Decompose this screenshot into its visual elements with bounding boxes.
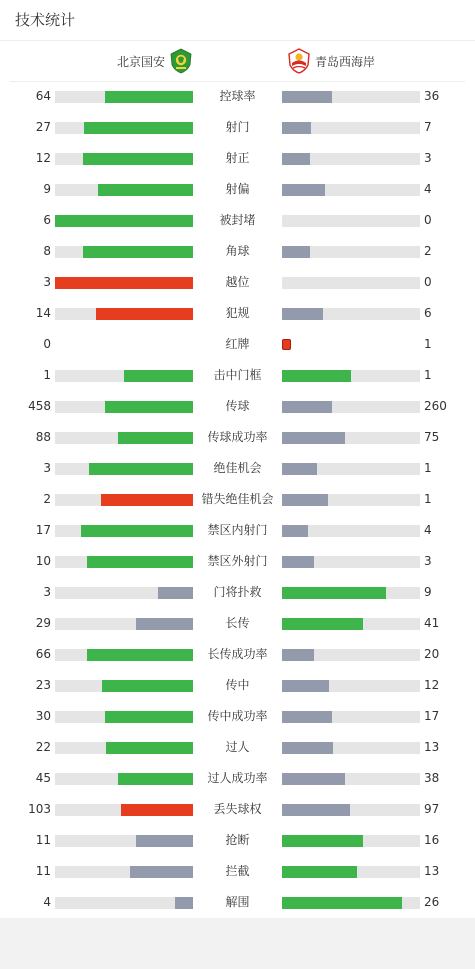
home-stat-value: 17 bbox=[35, 523, 51, 537]
away-stat-bar bbox=[282, 277, 420, 289]
home-stat-bar-fill bbox=[87, 556, 193, 568]
stat-label: 错失绝佳机会 bbox=[201, 492, 274, 506]
home-stat-bar-fill bbox=[84, 122, 193, 134]
stat-label: 犯规 bbox=[225, 306, 250, 320]
away-stat-bar bbox=[282, 122, 420, 134]
away-team-name: 青岛西海岸 bbox=[315, 54, 376, 69]
stat-label: 传中成功率 bbox=[207, 709, 268, 723]
stat-row bbox=[0, 267, 475, 298]
away-stat-value: 9 bbox=[424, 585, 432, 599]
away-stat-value: 6 bbox=[424, 306, 432, 320]
away-stat-bar bbox=[282, 525, 420, 537]
stat-row bbox=[0, 825, 475, 856]
away-stat-bar-fill bbox=[282, 618, 363, 630]
home-stat-bar bbox=[55, 184, 193, 196]
home-stat-value: 4 bbox=[43, 895, 51, 909]
away-stat-bar-fill bbox=[282, 122, 311, 134]
home-stat-bar bbox=[55, 680, 193, 692]
home-stat-bar-fill bbox=[55, 215, 193, 227]
home-stat-bar-fill bbox=[136, 835, 193, 847]
away-stat-value: 1 bbox=[424, 461, 432, 475]
home-stat-value: 9 bbox=[43, 182, 51, 196]
home-stat-value: 27 bbox=[35, 120, 51, 134]
home-stat-bar-fill bbox=[101, 494, 193, 506]
home-stat-bar-fill bbox=[55, 277, 193, 289]
home-stat-bar-fill bbox=[102, 680, 193, 692]
home-stat-value: 88 bbox=[35, 430, 51, 444]
home-stat-bar bbox=[55, 370, 193, 382]
home-stat-bar bbox=[55, 401, 193, 413]
home-stat-value: 11 bbox=[35, 833, 51, 847]
away-stat-bar bbox=[282, 184, 420, 196]
home-stat-bar-fill bbox=[118, 773, 193, 785]
stat-row bbox=[0, 81, 475, 112]
away-stat-bar bbox=[282, 153, 420, 165]
away-stat-bar-fill bbox=[282, 308, 323, 320]
home-stat-bar bbox=[55, 525, 193, 537]
home-stat-value: 23 bbox=[35, 678, 51, 692]
home-stat-bar bbox=[55, 432, 193, 444]
page-title: 技术统计 bbox=[15, 11, 76, 29]
stat-label: 禁区外射门 bbox=[207, 554, 268, 568]
away-stat-bar bbox=[282, 401, 420, 413]
home-stat-value: 12 bbox=[35, 151, 51, 165]
stat-label: 传球 bbox=[225, 399, 250, 413]
away-stat-bar-fill bbox=[282, 556, 314, 568]
away-stat-value: 13 bbox=[424, 740, 440, 754]
stat-row bbox=[0, 701, 475, 732]
home-stat-bar bbox=[55, 463, 193, 475]
home-stat-bar bbox=[55, 494, 193, 506]
stat-label: 抢断 bbox=[225, 833, 250, 847]
home-team[interactable] bbox=[117, 41, 193, 81]
away-stat-bar-fill bbox=[282, 680, 329, 692]
away-stat-bar bbox=[282, 587, 420, 599]
stat-label: 长传 bbox=[225, 616, 250, 630]
away-stat-value: 36 bbox=[424, 89, 440, 103]
away-stat-bar-fill bbox=[282, 773, 345, 785]
stat-row bbox=[0, 391, 475, 422]
stat-label: 过人成功率 bbox=[207, 771, 268, 785]
home-stat-value: 1 bbox=[43, 368, 51, 382]
home-stat-bar-fill bbox=[105, 91, 193, 103]
stat-label: 角球 bbox=[225, 244, 250, 258]
stat-row bbox=[0, 670, 475, 701]
away-stat-value: 260 bbox=[424, 399, 447, 413]
away-team[interactable] bbox=[287, 41, 375, 81]
away-stat-bar bbox=[282, 246, 420, 258]
away-team-crest-icon bbox=[287, 48, 311, 74]
stat-row bbox=[0, 763, 475, 794]
stat-label: 传中 bbox=[225, 678, 250, 692]
stat-row bbox=[0, 422, 475, 453]
home-stat-bar bbox=[55, 277, 193, 289]
away-stat-bar-fill bbox=[282, 246, 310, 258]
away-stat-value: 13 bbox=[424, 864, 440, 878]
stat-row bbox=[0, 484, 475, 515]
away-stat-value: 3 bbox=[424, 151, 432, 165]
away-stat-bar-fill bbox=[282, 804, 350, 816]
away-stat-bar bbox=[282, 618, 420, 630]
home-stat-value: 0 bbox=[43, 337, 51, 351]
away-stat-bar bbox=[282, 556, 420, 568]
away-stat-bar bbox=[282, 91, 420, 103]
home-stat-value: 3 bbox=[43, 461, 51, 475]
stat-row bbox=[0, 453, 475, 484]
stat-label: 被封堵 bbox=[219, 213, 256, 227]
home-stat-value: 29 bbox=[35, 616, 51, 630]
stat-row bbox=[0, 639, 475, 670]
stat-row bbox=[0, 515, 475, 546]
home-stat-bar-fill bbox=[81, 525, 193, 537]
home-stat-bar bbox=[55, 556, 193, 568]
home-stat-bar-fill bbox=[158, 587, 193, 599]
home-stat-bar bbox=[55, 711, 193, 723]
home-stat-bar-fill bbox=[105, 711, 193, 723]
home-stat-bar-fill bbox=[130, 866, 193, 878]
away-stat-bar bbox=[282, 897, 420, 909]
stat-row bbox=[0, 887, 475, 918]
home-stat-value: 458 bbox=[28, 399, 51, 413]
away-stat-bar-fill bbox=[282, 184, 325, 196]
stat-label: 禁区内射门 bbox=[207, 523, 268, 537]
away-stat-value: 41 bbox=[424, 616, 440, 630]
away-stat-bar bbox=[282, 835, 420, 847]
away-stat-bar bbox=[282, 866, 420, 878]
away-stat-bar-fill bbox=[282, 525, 308, 537]
away-stat-value: 1 bbox=[424, 368, 432, 382]
away-stat-value: 0 bbox=[424, 275, 432, 289]
away-stat-value: 1 bbox=[424, 337, 432, 351]
home-stat-bar bbox=[55, 308, 193, 320]
stat-row bbox=[0, 794, 475, 825]
home-stat-value: 10 bbox=[35, 554, 51, 568]
stat-row bbox=[0, 298, 475, 329]
away-stat-bar-fill bbox=[282, 370, 351, 382]
away-stat-bar-fill bbox=[282, 742, 333, 754]
home-stat-bar-fill bbox=[83, 153, 193, 165]
away-stat-bar bbox=[282, 711, 420, 723]
away-stat-bar bbox=[282, 494, 420, 506]
home-stat-bar bbox=[55, 742, 193, 754]
away-stat-bar-fill bbox=[282, 494, 328, 506]
home-stat-bar-fill bbox=[106, 742, 193, 754]
home-stat-value: 14 bbox=[35, 306, 51, 320]
away-stat-bar bbox=[282, 804, 420, 816]
home-stat-value: 8 bbox=[43, 244, 51, 258]
away-stat-value: 26 bbox=[424, 895, 440, 909]
home-stat-value: 45 bbox=[35, 771, 51, 785]
away-stat-bar bbox=[282, 773, 420, 785]
home-stat-bar bbox=[55, 618, 193, 630]
home-stat-bar-fill bbox=[98, 184, 193, 196]
away-stat-bar-fill bbox=[282, 153, 310, 165]
red-card-icon bbox=[282, 339, 291, 350]
away-stat-value: 97 bbox=[424, 802, 440, 816]
stat-label: 绝佳机会 bbox=[213, 461, 262, 475]
stat-label: 门将扑救 bbox=[213, 585, 262, 599]
away-stat-bar bbox=[282, 370, 420, 382]
home-stat-bar-fill bbox=[89, 463, 193, 475]
home-stat-bar bbox=[55, 835, 193, 847]
home-stat-bar-fill bbox=[118, 432, 193, 444]
away-stat-bar bbox=[282, 463, 420, 475]
stat-label: 控球率 bbox=[219, 89, 256, 103]
home-stat-bar-fill bbox=[87, 649, 193, 661]
home-stat-bar bbox=[55, 246, 193, 258]
stat-label: 过人 bbox=[225, 740, 250, 754]
stat-label: 传球成功率 bbox=[207, 430, 268, 444]
stat-row bbox=[0, 608, 475, 639]
home-stat-value: 22 bbox=[35, 740, 51, 754]
stat-row bbox=[0, 856, 475, 887]
home-stat-bar bbox=[55, 215, 193, 227]
away-stat-bar bbox=[282, 215, 420, 227]
stat-label: 越位 bbox=[225, 275, 250, 289]
away-stat-value: 2 bbox=[424, 244, 432, 258]
away-stat-value: 12 bbox=[424, 678, 440, 692]
home-stat-bar bbox=[55, 587, 193, 599]
stat-row bbox=[0, 236, 475, 267]
stat-label: 丢失球权 bbox=[213, 802, 262, 816]
home-team-crest-icon bbox=[169, 48, 193, 74]
stat-row bbox=[0, 732, 475, 763]
home-stat-bar bbox=[55, 804, 193, 816]
home-stat-bar-fill bbox=[175, 897, 193, 909]
away-stat-bar-fill bbox=[282, 587, 386, 599]
stat-label: 射正 bbox=[225, 151, 250, 165]
home-stat-bar bbox=[55, 649, 193, 661]
home-team-name: 北京国安 bbox=[116, 54, 165, 69]
home-stat-bar-fill bbox=[121, 804, 193, 816]
away-stat-value: 7 bbox=[424, 120, 432, 134]
stat-row bbox=[0, 577, 475, 608]
home-stat-value: 11 bbox=[35, 864, 51, 878]
away-stat-value: 3 bbox=[424, 554, 432, 568]
stat-label: 长传成功率 bbox=[207, 647, 268, 661]
home-stat-value: 6 bbox=[43, 213, 51, 227]
away-stat-bar bbox=[282, 432, 420, 444]
away-stat-value: 0 bbox=[424, 213, 432, 227]
away-stat-value: 16 bbox=[424, 833, 440, 847]
stat-row bbox=[0, 205, 475, 236]
home-stat-value: 3 bbox=[43, 275, 51, 289]
home-stat-bar bbox=[55, 866, 193, 878]
away-stat-bar bbox=[282, 680, 420, 692]
away-stat-value: 4 bbox=[424, 182, 432, 196]
home-stat-bar-fill bbox=[96, 308, 193, 320]
stat-label: 射偏 bbox=[225, 182, 250, 196]
home-stat-value: 103 bbox=[28, 802, 51, 816]
home-stat-bar bbox=[55, 122, 193, 134]
home-stat-value: 3 bbox=[43, 585, 51, 599]
home-stat-bar-fill bbox=[124, 370, 193, 382]
away-stat-bar bbox=[282, 649, 420, 661]
home-stat-value: 64 bbox=[35, 89, 51, 103]
stat-label: 击中门框 bbox=[213, 368, 262, 382]
away-stat-bar-fill bbox=[282, 463, 317, 475]
away-stat-bar-fill bbox=[282, 432, 345, 444]
away-stat-bar-fill bbox=[282, 897, 402, 909]
away-stat-value: 20 bbox=[424, 647, 440, 661]
stat-label: 红牌 bbox=[225, 337, 250, 351]
away-stat-bar bbox=[282, 742, 420, 754]
stat-row bbox=[0, 112, 475, 143]
home-stat-bar bbox=[55, 91, 193, 103]
stat-row bbox=[0, 329, 475, 360]
stats-list bbox=[0, 81, 475, 918]
stat-row bbox=[0, 546, 475, 577]
away-stat-bar-fill bbox=[282, 91, 332, 103]
home-stat-bar-fill bbox=[105, 401, 193, 413]
stat-row bbox=[0, 174, 475, 205]
stat-label: 拦截 bbox=[225, 864, 250, 878]
away-stat-bar-fill bbox=[282, 835, 363, 847]
stat-label: 射门 bbox=[225, 120, 250, 134]
away-stat-value: 1 bbox=[424, 492, 432, 506]
home-stat-value: 2 bbox=[43, 492, 51, 506]
stat-row bbox=[0, 143, 475, 174]
away-stat-bar-fill bbox=[282, 866, 357, 878]
away-stat-value: 17 bbox=[424, 709, 440, 723]
away-stat-value: 75 bbox=[424, 430, 440, 444]
team-header bbox=[10, 41, 465, 82]
home-stat-bar bbox=[55, 897, 193, 909]
home-stat-value: 30 bbox=[35, 709, 51, 723]
away-stat-value: 38 bbox=[424, 771, 440, 785]
stat-row bbox=[0, 360, 475, 391]
away-stat-value: 4 bbox=[424, 523, 432, 537]
away-stat-bar-fill bbox=[282, 649, 314, 661]
home-stat-bar-fill bbox=[136, 618, 193, 630]
home-stat-bar bbox=[55, 153, 193, 165]
stat-label: 解围 bbox=[225, 895, 250, 909]
away-stat-bar bbox=[282, 308, 420, 320]
away-stat-bar-fill bbox=[282, 711, 332, 723]
home-stat-bar-fill bbox=[83, 246, 193, 258]
away-stat-bar-fill bbox=[282, 401, 332, 413]
home-stat-value: 66 bbox=[35, 647, 51, 661]
home-stat-bar bbox=[55, 773, 193, 785]
